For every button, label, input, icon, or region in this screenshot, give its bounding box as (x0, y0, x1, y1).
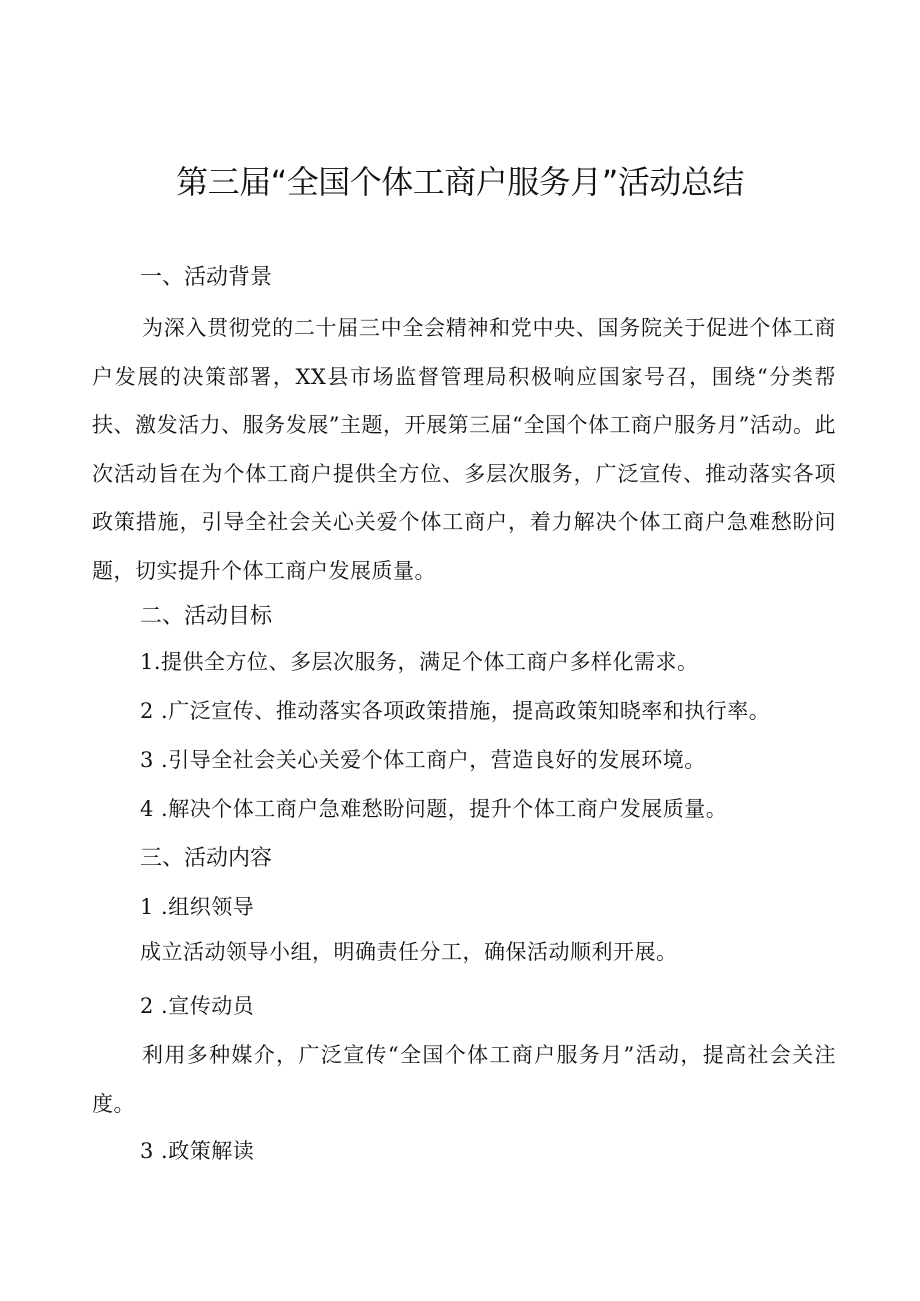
background-paragraph: 为深入贯彻党的二十届三中全会精神和党中央、国务院关于促进个体工商户发展的决策部署，XX县市场监督管理局积极响应国家号召，围绕“分类帮扶、激发活力、服务发展”主题，开展第三届“全国个体工商户服务月”活动。此次活动旨在为个体工商户提供全方位、多层次服务，广泛宣传、推动落实各项政策措施，引导全社会关心关爱个体工商户，着力解决个体工商户急难愁盼问题，切实提升个体工商户发展质量。 (92, 316, 836, 583)
organization-paragraph: 成立活动领导小组，明确责任分工，确保活动顺利开展。 (140, 940, 678, 964)
goal-item-2: 2 .广泛宣传、推动落实各项政策措施，提高政策知晓率和执行率。 (140, 699, 771, 723)
content-subheading-publicity: 2 .宣传动员 (140, 994, 255, 1018)
publicity-paragraph: 利用多种媒介，广泛宣传“全国个体工商户服务月”活动，提高社会关注度。 (92, 1043, 836, 1116)
content-subheading-policy: 3 .政策解读 (140, 1139, 255, 1163)
goal-item-3: 3 .引导全社会关心关爱个体工商户，营造良好的发展环境。 (140, 748, 706, 772)
content-subheading-organization: 1 .组织领导 (140, 895, 255, 919)
document-title: 第三届“全国个体工商户服务月”活动总结 (176, 163, 744, 201)
section-heading-background: 一、活动背景 (140, 265, 273, 290)
section-heading-goals: 二、活动目标 (140, 604, 273, 629)
section-heading-content: 三、活动内容 (140, 846, 273, 871)
goal-item-4: 4 .解决个体工商户急难愁盼问题，提升个体工商户发展质量。 (140, 797, 728, 821)
goal-item-1: 1.提供全方位、多层次服务，满足个体工商户多样化需求。 (140, 650, 699, 674)
